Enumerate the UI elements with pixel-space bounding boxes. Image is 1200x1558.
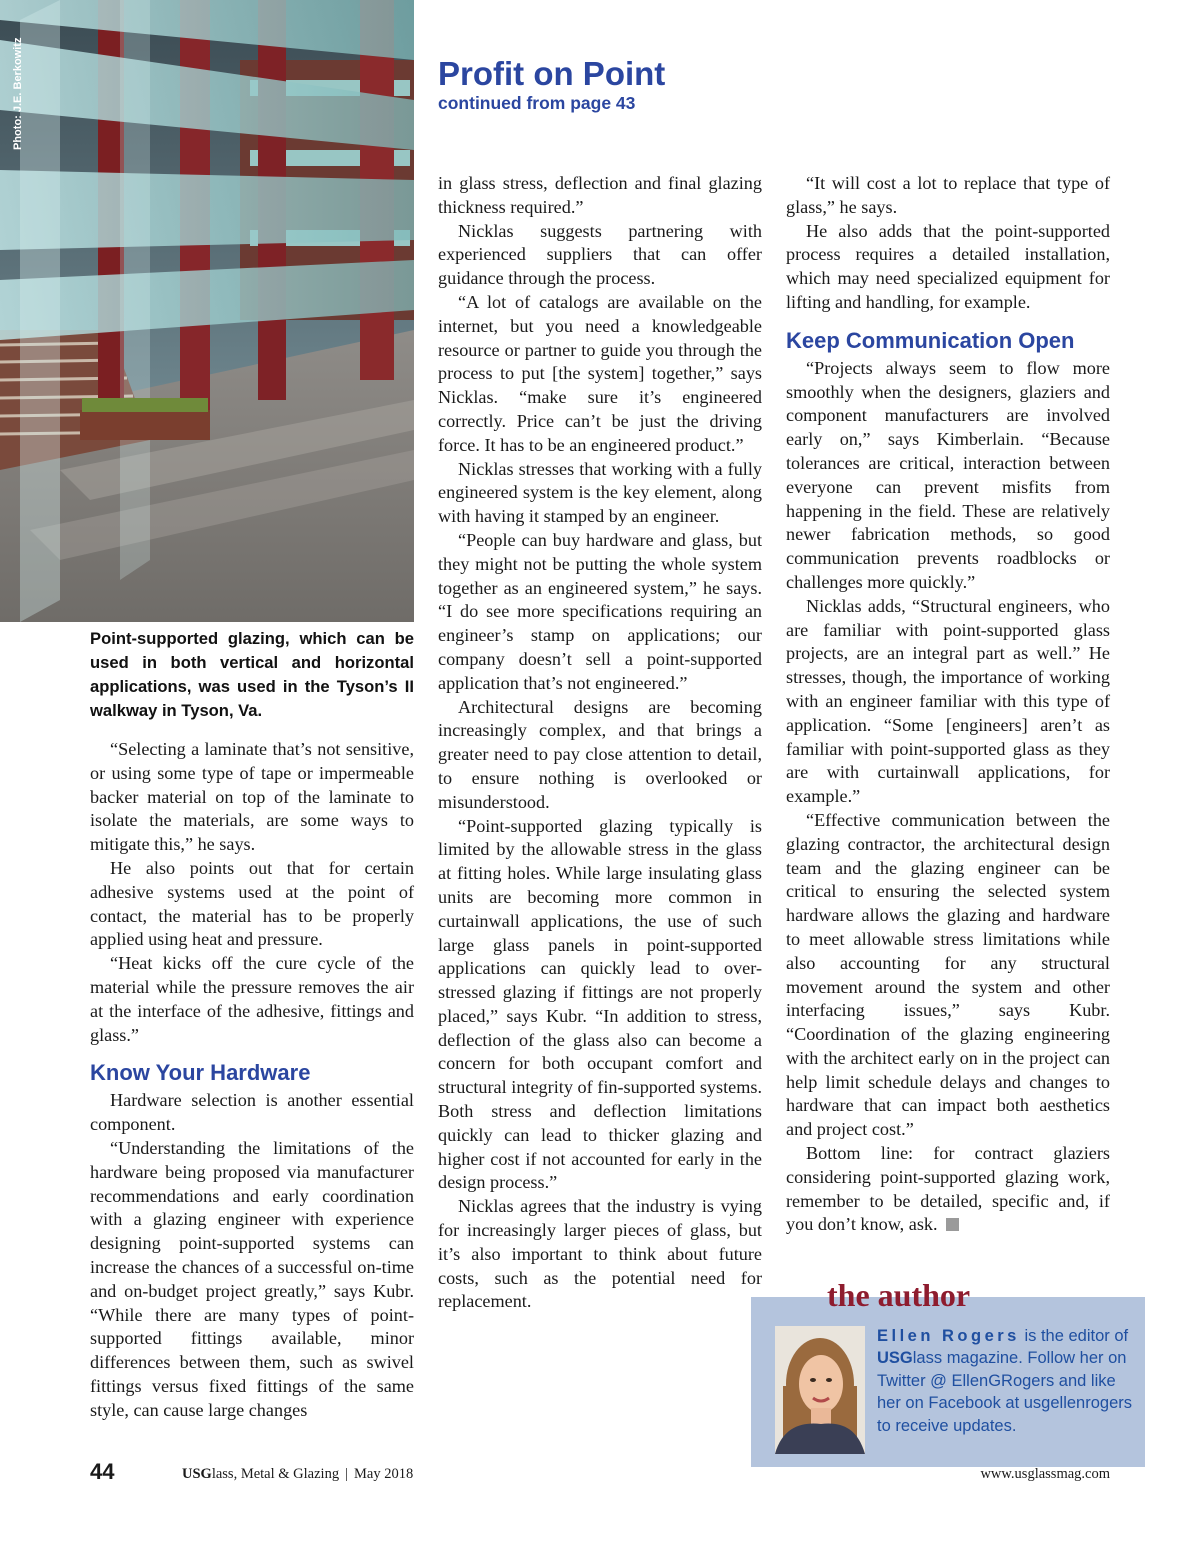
- paragraph: Nicklas adds, “Structural engineers, who are familiar with point-supported glass projects, are an integral part as well.” He stresses, though, the importance of working with an engineer familiar with this type of application. “Some [engineers] aren’t as familiar with point-supported glass as they are with curtainwall applications, for example.”: [786, 595, 1110, 807]
- pub-bold: USG: [182, 1466, 212, 1482]
- paragraph: “People can buy hardware and glass, but they might not be putting the whole system together as an engineered system,” he says. “I do see more specifications requiring an engineer’s stamp on applications; our company doesn’t sell a point-supported application that’s not engineered.”: [438, 529, 762, 693]
- separator: |: [345, 1466, 348, 1482]
- pub-rest: lass, Metal & Glazing: [211, 1466, 340, 1482]
- final-text: Bottom line: for contract glaziers considering point-supported glazing work, remember to be detailed, specific and, if you don’t know, ask.: [786, 1143, 1110, 1235]
- paragraph: “Point-supported glazing typically is limited by the allowable stress in the glass at fitting holes. While large insulating glass units are becoming more common in curtainwall applications, the use of such large glass panels in point-supported applications can quickly lead to over-stressed glazing if fittings are not properly placed,” says Kubr. “In addition to stress, deflection of the glass also can become a concern for both occupant comfort and structural integrity of fin-supported systems. Both stress and deflection limitations quickly can lead to thicker glazing and higher cost if not accounted for early in the design process.”: [438, 815, 762, 1193]
- bio-text: is the editor of: [1019, 1327, 1129, 1345]
- bio-text-rest: lass magazine. Follow her on Twitter @ EllenGRogers and like her on Facebook at usgellenrogers to receive updates.: [877, 1349, 1132, 1435]
- section-heading-hardware: Know Your Hardware: [90, 1060, 311, 1086]
- paragraph: Architectural designs are becoming increasingly complex, and that brings a greater need to pay close attention to detail, to ensure nothing is overlooked or misunderstood.: [438, 696, 762, 812]
- website-url[interactable]: www.usglassmag.com: [980, 1466, 1110, 1482]
- paragraph: Nicklas agrees that the industry is vying for increasingly larger pieces of glass, but it’s also important to think about future costs, such as the potential need for replacement.: [438, 1196, 762, 1312]
- author-heading: the author: [827, 1277, 971, 1313]
- paragraph: Nicklas suggests partnering with experienced suppliers that can offer guidance through the process.: [438, 220, 762, 289]
- issue-date: May 2018: [354, 1466, 414, 1482]
- paragraph: Hardware selection is another essential component.: [90, 1090, 414, 1135]
- photo-credit: Photo: J.E. Berkowitz: [12, 37, 24, 150]
- column-1: [90, 738, 414, 1423]
- magazine-name: USG: [877, 1349, 913, 1368]
- paragraph: “A lot of catalogs are available on the internet, but you need a knowledgeable resource or partner to guide you through the process to put [the system] together,” says Nicklas. “make sure it’s engineered correctly. Price can’t be just the driving force. It has to be an engineered product.”: [438, 291, 762, 455]
- end-mark-icon: [946, 1218, 959, 1231]
- paragraph: “Understanding the limitations of the hardware being proposed via manufacturer recommendations and early coordination with a glazing engineer with experience designing point-supported systems can increase the chances of a successful on-time and on-budget project greatly,” says Kubr. “While there are many types of point-supported fittings available, minor differences between them, such as swivel fittings versus fixed fittings of the same style, can cause large changes: [90, 1137, 414, 1420]
- article-title: Profit on Point: [438, 55, 666, 92]
- continued-line: continued from page 43: [438, 93, 636, 113]
- paragraph: “Heat kicks off the cure cycle of the material while the pressure removes the air at the interface of the adhesive, fittings and glass.”: [90, 953, 414, 1045]
- column-2: [438, 172, 762, 1314]
- walkway-photo: [0, 0, 414, 622]
- column-3: [786, 172, 1110, 1237]
- author-photo: [775, 1326, 865, 1454]
- paragraph: “It will cost a lot to replace that type of glass,” he says.: [786, 173, 1110, 217]
- paragraph: in glass stress, deflection and final glazing thickness required.”: [438, 173, 762, 217]
- author-bio: [877, 1325, 1142, 1437]
- author-name: Ellen Rogers: [877, 1327, 1020, 1345]
- section-heading-communication: Keep Communication Open: [786, 327, 1075, 353]
- paragraph: “Effective communication between the glazing contractor, the architectural design team and the glazing engineer can be critical to ensuring the selected system hardware allows the glazing and hardware to meet allowable stress limitations while also accounting for any structural movement around the system and other interfacing issues,” says Kubr. “Coordination of the glazing engineering with the architect early on in the project can help limit schedule delays and changes to hardware that can impact both aesthetics and project cost.”: [786, 809, 1110, 1140]
- paragraph-final: [786, 1142, 1110, 1237]
- paragraph: He also points out that for certain adhesive systems used at the point of contact, the material has to be properly applied using heat and pressure.: [90, 857, 414, 950]
- paragraph: Nicklas stresses that working with a fully engineered system is the key element, along with having it stamped by an engineer.: [438, 458, 762, 527]
- paragraph: He also adds that the point-supported process requires a detailed installation, which may need specialized equipment for lifting and handling, for example.: [786, 220, 1110, 312]
- paragraph: “Selecting a laminate that’s not sensitive, or using some type of tape or impermeable backer material on top of the laminate to isolate the materials, are some ways to mitigate this,” he says.: [90, 739, 414, 855]
- publication-name: [182, 1463, 413, 1485]
- photo-caption: Point-supported glazing, which can be used in both vertical and horizontal applications, was used in the Tyson’s II walkway in Tyson, Va.: [90, 629, 414, 720]
- page-number: 44: [90, 1459, 115, 1484]
- paragraph: “Projects always seem to flow more smoothly when the designers, glaziers and component manufacturers are involved early on,” says Kimberlain. “Because tolerances are critical, interaction between everyone can prevent misfits from happening in the field. These are relatively newer fabrication methods, so good communication prevents roadblocks or challenges more quickly.”: [786, 357, 1110, 592]
